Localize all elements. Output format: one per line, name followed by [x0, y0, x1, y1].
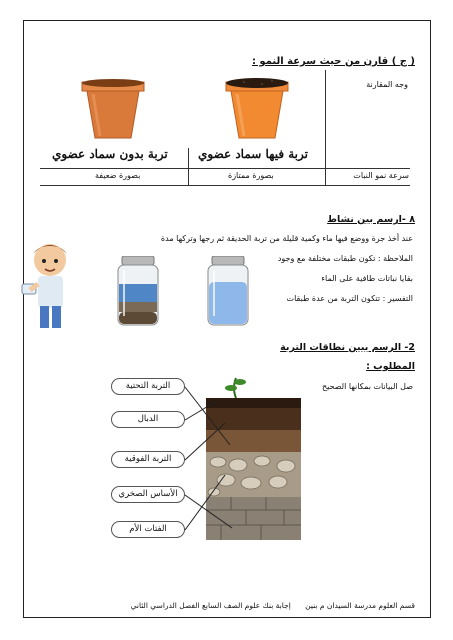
result-with-fertilizer: بصورة ممتازة: [228, 171, 274, 180]
activity-line-1: عند أخذ جرة ووضع فيها ماء وكمية قليلة من تربة الحديقة ثم رجها وتركها مدة: [160, 234, 413, 243]
result-without-fertilizer: بصورة ضعيفة: [95, 171, 141, 180]
label-without-fertilizer: تربة بدون سماد عضوي: [52, 147, 168, 161]
soil-label-subsoil: التربة التحتية: [111, 378, 185, 395]
soil-label-topsoil: التربة الفوقية: [111, 451, 185, 468]
label-with-fertilizer: تربة فيها سماد عضوي: [198, 147, 308, 161]
soil-label-humus: الدبال: [111, 411, 185, 428]
required-label: المطلوب :: [366, 361, 415, 372]
activity-line-2: الملاحظة : تكون طبقات مختلفة مع وجود: [277, 254, 413, 263]
criterion-row: سرعة نمو النبات: [353, 171, 409, 180]
activity-title: ٨ -ارسم بين نشاط: [327, 214, 415, 225]
layers-title: 2- الرسم يبين نطاقات التربة: [280, 342, 415, 353]
comparison-title: ( ج ) قارن من حيث سرعة النمو :: [251, 56, 415, 67]
layers-instruction: صل البيانات بمكانها الصحيح: [322, 382, 413, 391]
footer-text: [131, 601, 415, 610]
activity-line-4: التفسير : تتكون التربة من عدة طبقات: [286, 294, 413, 303]
activity-line-3: بقايا نباتات طافية على الماء: [321, 274, 413, 283]
soil-label-parent-material: الفتات الأم: [111, 521, 185, 538]
soil-label-bedrock: الأساس الصخري: [111, 486, 185, 503]
footer-school: قسم العلوم مدرسة السيدان م بنين: [305, 601, 415, 610]
footer-subject: إجابة بنك علوم الصف السابع الفصل الدراسي الثاني: [130, 601, 291, 610]
criterion-header: وجه المقارنة: [366, 80, 408, 89]
